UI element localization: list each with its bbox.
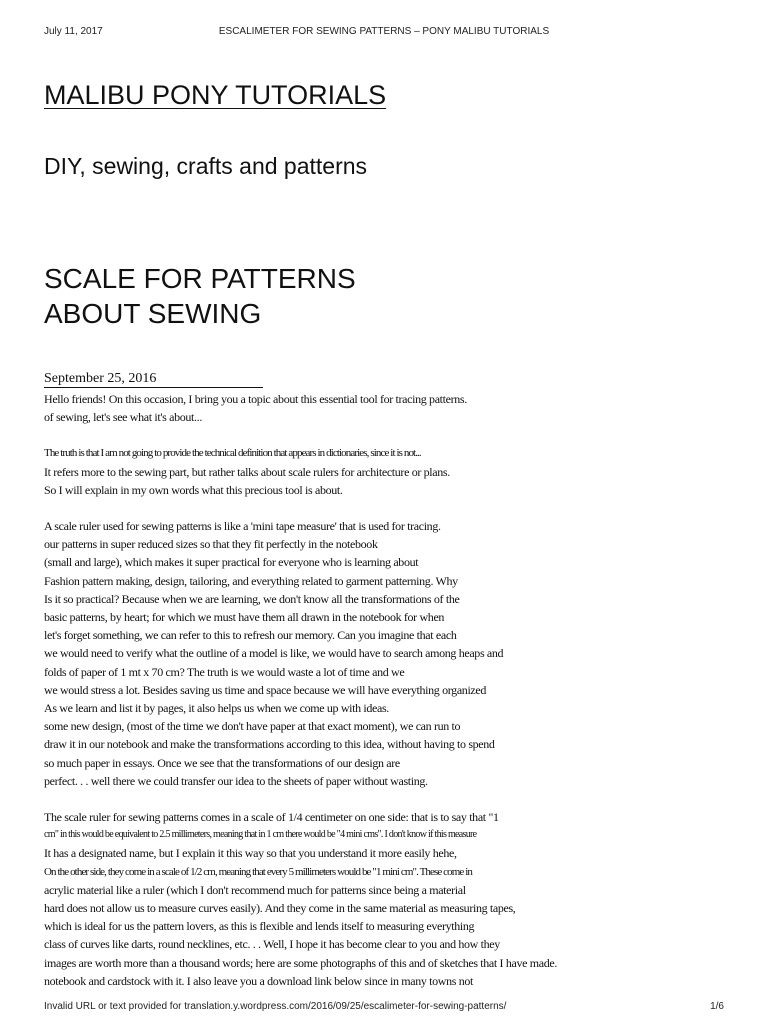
text-line: which is ideal for us the pattern lovers, as this is flexible and lends itself to measuring everything [44,919,475,934]
print-header [0,20,768,36]
print-page-title: ESCALIMETER FOR SEWING PATTERNS – PONY MALIBU TUTORIALS [218,26,550,37]
paragraph-intro [44,390,564,426]
text-line: some new design, (most of the time we don't have paper at that exact moment), we can run to [44,719,461,734]
text-line: The scale ruler for sewing patterns comes in a scale of 1/4 centimeter on one side: that is to say that "1 [44,810,499,825]
site-title-text: MALIBU PONY TUTORIALS [44,80,387,110]
text-line: folds of paper of 1 mt x 70 cm? The truth is we would waste a lot of time and we [44,664,405,679]
text-line: The truth is that I am not going to provide the technical definition that appears in dictionaries, since it is not... [44,447,421,460]
text-line: class of curves like darts, round necklines, etc. . . Well, I hope it has become clear to you and how they [44,937,500,952]
text-line: So I will explain in my own words what this precious tool is about. [44,482,343,497]
text-line: draw it in our notebook and make the transformations according to this idea, without having to spend [44,737,495,752]
text-line: our patterns in super reduced sizes so that they fit perfectly in the notebook [44,537,378,552]
post-title-line-2: ABOUT SEWING [44,298,262,329]
text-line: (small and large), which makes it super practical for everyone who is learning about [44,555,419,570]
post-title [44,261,504,331]
text-line: It refers more to the sewing part, but rather talks about scale rulers for architecture or plans. [44,464,450,479]
text-line: cm" in this would be equivalent to 2.5 millimeters, meaning that in 1 cm there would be "4 mini cms". I don't know if this measure [44,829,477,841]
text-line: we would stress a lot. Besides saving us time and space because we will have everything organized [44,682,487,697]
text-line: basic patterns, by heart; for which we must have them all drawn in the notebook for when [44,610,445,625]
print-date: July 11, 2017 [44,26,103,37]
print-url: Invalid URL or text provided for translation.y.wordpress.com/2016/09/25/escalimeter-for-sewing-patterns/ [44,1001,507,1012]
post-content [44,390,564,1008]
site-tagline: DIY, sewing, crafts and patterns [44,153,368,179]
text-line: Hello friends! On this occasion, I bring you a topic about this essential tool for tracing patterns. [44,392,467,406]
print-footer [0,1001,768,1015]
text-line: of sewing, let's see what it's about... [44,410,202,425]
text-line: Is it so practical? Because when we are learning, we don't know all the transformations of the [44,591,460,606]
post-date-link[interactable]: September 25, 2016 [44,371,263,388]
text-line: acrylic material like a ruler (which I don't recommend much for patterns since being a material [44,882,466,897]
paragraph-definition [44,444,564,499]
site-title-link[interactable] [44,80,416,111]
paragraph-explanation [44,517,564,790]
text-line: hard does not allow us to measure curves easily). And they come in the same material as measuring tapes, [44,901,516,916]
print-page-number: 1/6 [710,1001,724,1012]
text-line: notebook and cardstock with it. I also leave you a download link below since in many towns not [44,973,474,988]
text-line: we would need to verify what the outline of a model is like, we would have to search among heaps and [44,646,504,661]
text-line: On the other side, they come in a scale of 1/2 cm, meaning that every 5 millimeters would be "1 mini cm". These come in [44,865,473,878]
text-line: images are worth more than a thousand words; here are some photographs of this and of sketches that I have made. [44,955,557,970]
text-line: so much paper in essays. Once we see that the transformations of our design are [44,755,400,770]
text-line: A scale ruler used for sewing patterns is like a 'mini tape measure' that is used for tracing. [44,519,441,534]
text-line: It has a designated name, but I explain it this way so that you understand it more easily hehe, [44,846,457,861]
text-line: Fashion pattern making, design, tailoring, and everything related to garment patterning. Why [44,573,458,588]
text-line: let's forget something, we can refer to this to refresh our memory. Can you imagine that each [44,628,457,643]
text-line: perfect. . . well there we could transfer our idea to the sheets of paper without wasting. [44,773,428,788]
post-title-line-1: SCALE FOR PATTERNS [44,263,356,294]
text-line: As we learn and list it by pages, it also helps us when we come up with ideas. [44,701,389,716]
paragraph-scale-details [44,808,564,990]
